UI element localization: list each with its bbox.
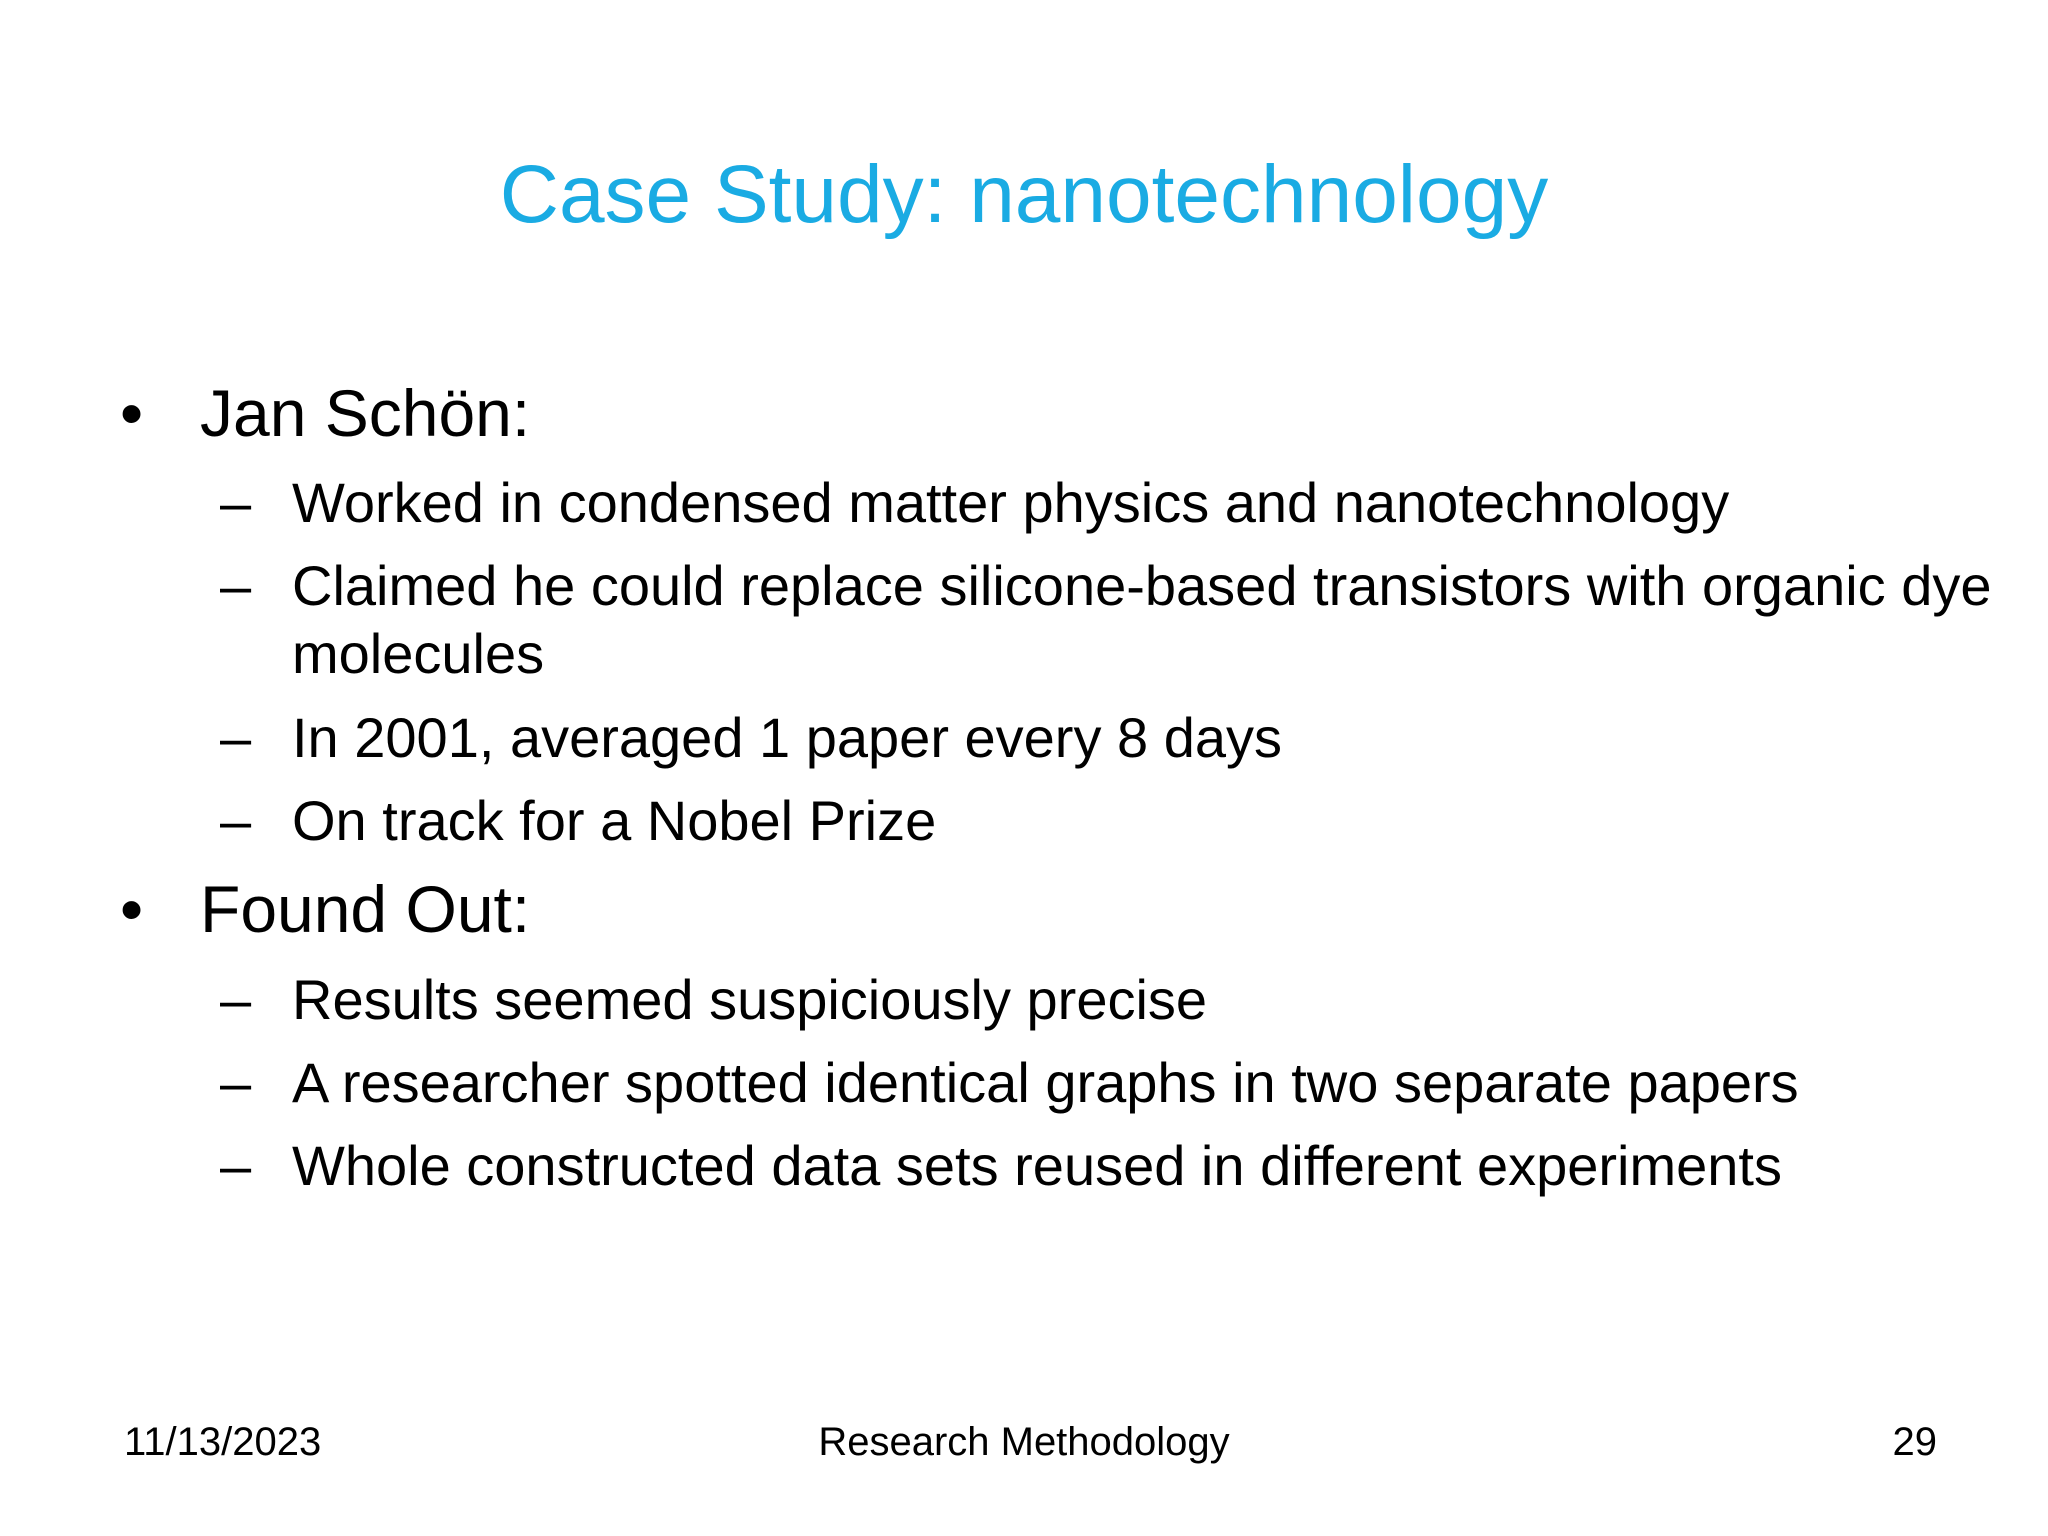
bullet-marker: •	[120, 872, 144, 946]
bullet-text: Jan Schön:	[200, 376, 531, 450]
sub-bullet-text: Worked in condensed matter physics and nanotechnology	[292, 471, 1730, 534]
slide-title: Case Study: nanotechnology	[499, 149, 1549, 240]
footer-date: 11/13/2023	[124, 1420, 322, 1464]
bullet-marker: •	[120, 376, 144, 450]
footer-title: Research Methodology	[818, 1420, 1230, 1464]
dash-marker: –	[220, 968, 252, 1031]
sub-bullet-text: On track for a Nobel Prize	[292, 789, 937, 852]
dash-marker: –	[220, 1051, 252, 1114]
dash-marker: –	[220, 471, 252, 534]
dash-marker: –	[220, 789, 252, 852]
sub-bullet-text: Results seemed suspiciously precise	[292, 968, 1208, 1031]
bullet-text: Found Out:	[200, 872, 531, 946]
sub-bullet-text: A researcher spotted identical graphs in two separate papers	[292, 1051, 1799, 1114]
dash-marker: –	[220, 1134, 252, 1197]
page-number: 29	[1892, 1420, 1937, 1464]
sub-bullet-text: Claimed he could replace silicone-based transistors with organic dye molecules	[292, 554, 1992, 685]
sub-bullet-text: Whole constructed data sets reused in different experiments	[292, 1134, 1782, 1197]
dash-marker: –	[220, 554, 252, 617]
dash-marker: –	[220, 706, 252, 769]
sub-bullet-text: In 2001, averaged 1 paper every 8 days	[292, 706, 1283, 769]
